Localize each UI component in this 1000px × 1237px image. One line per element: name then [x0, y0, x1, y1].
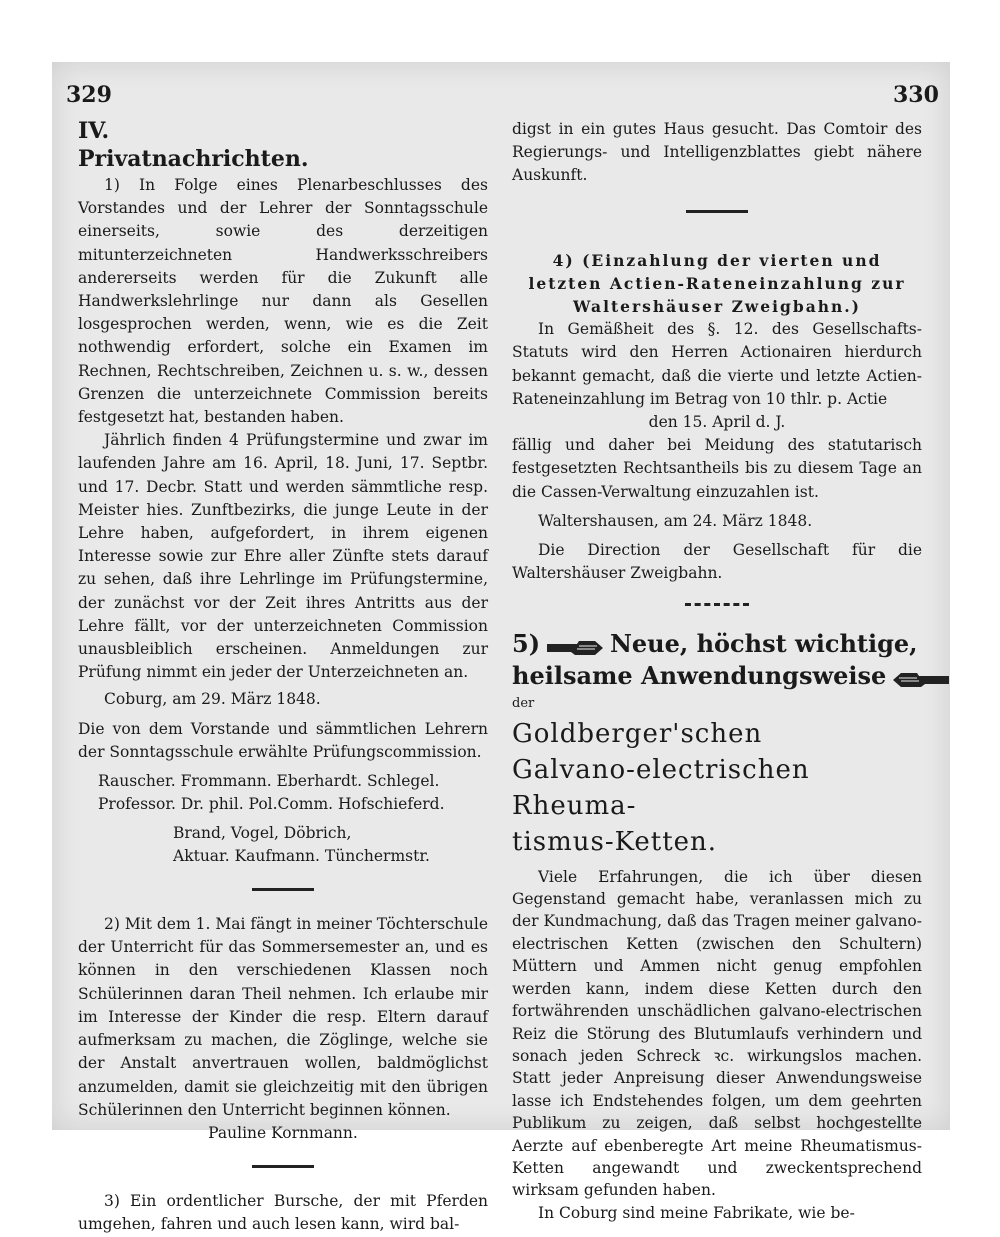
- page-number-left: 329: [66, 82, 112, 108]
- item5-der: der: [512, 696, 535, 712]
- item5-headline2: heilsame Anwendungsweise: [512, 661, 887, 691]
- pointing-hand-right-icon: [545, 638, 605, 658]
- item1-para1: 1) In Folge eines Plenarbeschlusses des Vorstandes und der Lehrer der Sonntagsschule einerseits, sowie des derzeitigen mitunterzeichneten Handwerksschreibers andererseits werden für die Zukunft alle Handwerkslehrlinge nur dann als Gesellen losgesprochen werden, wenn, wie es die Zeit nothwendig erfordert, solche ein Examen im Rechnen, Rechtschreiben, Zeichnen u. s. w., dessen Grenzen die unterzeichnete Commission bereits festgesetzt hat, bestanden haben.: [78, 176, 488, 427]
- item5-headline-line2: [512, 660, 922, 692]
- item5-product3: tismus-Ketten.: [512, 826, 718, 857]
- item5-headline1: Neue, höchst wichtige,: [609, 629, 918, 659]
- item1-place-date: Coburg, am 29. März 1848.: [104, 690, 321, 709]
- item2-text: 2) Mit dem 1. Mai fängt in meiner Töchterschule der Unterricht für das Sommersemester an, und es können in den verschiedenen Klassen noch Schülerinnen daran Theil nehmen. Ich erlaube mir im Interesse der Kinder die resp. Eltern darauf aufmerksam zu machen, die Zöglinge, welche sie der Anstalt anvertrauen wollen, baldmöglichst anzumelden, damit sie gleichzeitig mit den übrigen Schülerinnen den Unterricht beginnen können.: [78, 915, 488, 1119]
- right-column: [512, 118, 922, 1225]
- item4-heading: 4) (Einzahlung der vierten und letzten Actien-Rateneinzahlung zur Waltershäuser Zweigbahn.): [528, 250, 906, 317]
- signature-titles-row2: Aktuar. Kaufmann. Tünchermstr.: [173, 847, 430, 866]
- divider: [252, 1165, 314, 1168]
- signature-names-row1: Rauscher. Frommann. Eberhardt. Schlegel.: [98, 772, 440, 791]
- item4-body2: fällig und daher bei Meidung des statutarisch festgesetzten Rechtsantheils bis zu diesem Tage an die Cassen-Verwaltung einzuzahlen ist.: [512, 436, 922, 501]
- divider: [686, 210, 748, 213]
- page-number-right: 330: [893, 82, 939, 108]
- left-column: [78, 118, 488, 1237]
- divider: [252, 888, 314, 891]
- item4-signature: Die Direction der Gesellschaft für die Waltershäuser Zweigbahn.: [512, 541, 922, 583]
- divider: [685, 603, 749, 606]
- item5-body: Viele Erfahrungen, die ich über diesen Gegenstand gemacht habe, veranlassen mich zu der Kundmachung, daß das Tragen meiner galvano-electrischen Ketten (zwischen den Schultern) Müttern und Ammen nicht genug empfohlen werden kann, indem diese Ketten durch den fortwährenden unschädlichen galvano-electrischen Reiz die Störung des Blutumlaufs verhindern und sonach jeden Schreck ꝛc. wirkungslos machen. Statt jeder Anpreisung dieser Anwendungsweise lasse ich Endstehendes folgen, um dem geehrten Publikum zu zeigen, daß selbst hochgestellte Aerzte auf ebenberegte Art meine Rheumatismus-Ketten angewandt und zweckentsprechend wirksam gefunden haben.: [512, 867, 922, 1200]
- signature-titles-row1: Professor. Dr. phil. Pol.Comm. Hofschieferd.: [98, 795, 445, 814]
- item5-headline-line1: [512, 628, 922, 660]
- item3-start: 3) Ein ordentlicher Bursche, der mit Pferden umgehen, fahren und auch lesen kann, wird bal-: [78, 1192, 488, 1234]
- item5-product2: Galvano-electrischen Rheuma-: [512, 754, 810, 821]
- item3-end: digst in ein gutes Haus gesucht. Das Comtoir des Regierungs- und Intelligenzblattes giebt nähere Auskunft.: [512, 120, 922, 185]
- item5-product1: Goldberger'schen: [512, 718, 763, 749]
- item5-number: 5): [512, 629, 541, 659]
- item1-para2: Jährlich finden 4 Prüfungstermine und zwar im laufenden Jahre am 16. April, 18. Juni, 17. Septbr. und 17. Decbr. Statt und werden sämmtliche resp. Meister hies. Zunftbezirks, die junge Leute in der Lehre haben, aufgefordert, in ihrem eigenen Interesse sowie zur Ehre aller Zünfte stets darauf zu sehen, daß ihre Lehrlinge im Prüfungstermine, der zunächst vor der Zeit ihres Antritts aus der Lehre fällt, vor der unterzeichneten Commission unausbleiblich erscheinen. Anmeldungen zur Prüfung nimmt ein jeder der Unterzeichneten an.: [78, 431, 488, 682]
- section-title: Privatnachrichten.: [78, 146, 309, 172]
- item2-signature: Pauline Kornmann.: [208, 1123, 358, 1142]
- pointing-hand-left-icon: [891, 670, 951, 690]
- item1-issuer: Die von dem Vorstande und sämmtlichen Lehrern der Sonntagsschule erwählte Prüfungscommission.: [78, 719, 488, 761]
- item4-date-line: den 15. April d. J.: [648, 413, 786, 432]
- item4-body: In Gemäßheit des §. 12. des Gesellschafts-Statuts wird den Herren Actionairen hierdurch bekannt gemacht, daß die vierte und letzte Actien-Rateneinzahlung im Betrag von 10 thlr. p. Actie: [512, 320, 922, 408]
- signature-names-row2: Brand, Vogel, Döbrich,: [173, 824, 352, 843]
- item4-place-date: Waltershausen, am 24. März 1848.: [538, 511, 813, 530]
- section-number: IV.: [78, 118, 110, 144]
- item5-last-line: In Coburg sind meine Fabrikate, wie be-: [538, 1203, 855, 1222]
